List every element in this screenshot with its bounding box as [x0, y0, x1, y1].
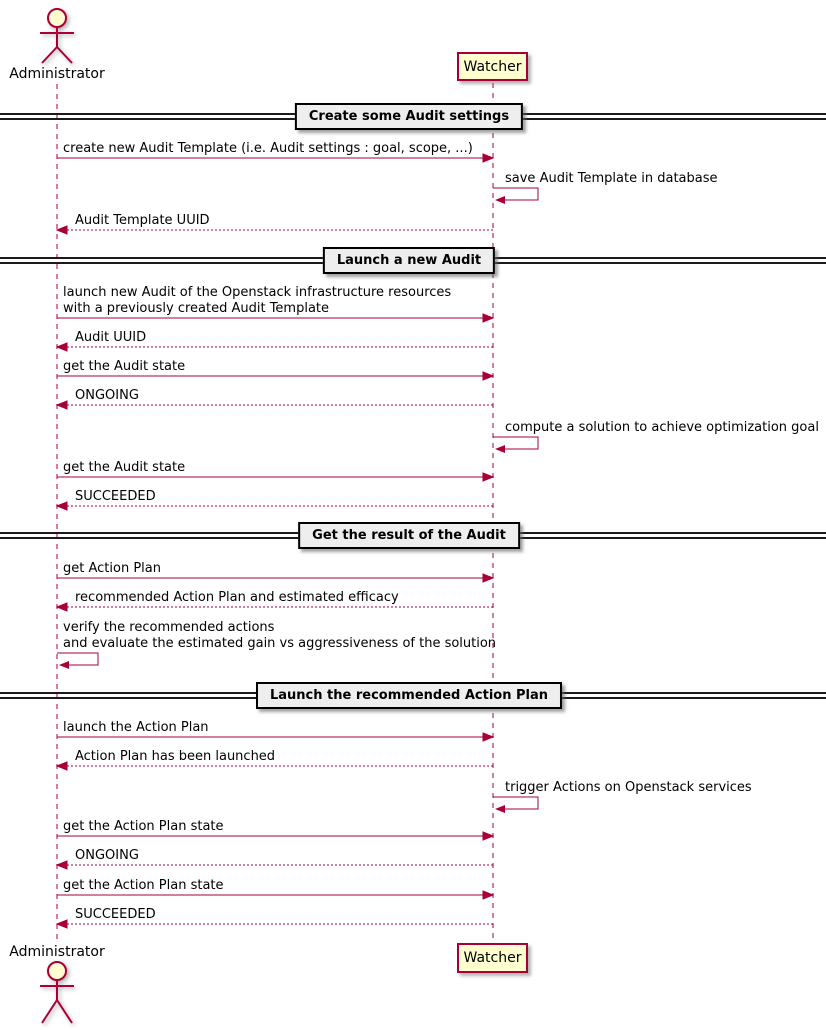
- divider-launch-new-audit: Launch a new Audit: [323, 247, 495, 274]
- message-label: get the Audit state: [63, 460, 186, 475]
- message-label: Audit Template UUID: [75, 213, 210, 228]
- message-line: verify the recommended actions: [63, 620, 275, 635]
- administrator-label-bottom: Administrator: [9, 944, 105, 960]
- message-label: get Action Plan: [63, 561, 161, 576]
- message-label: Action Plan has been launched: [75, 749, 276, 764]
- self-arrow: [493, 437, 538, 453]
- message-label: SUCCEEDED: [75, 489, 156, 504]
- message-label: compute a solution to achieve optimization goal: [505, 420, 819, 435]
- message-label: trigger Actions on Openstack services: [505, 780, 752, 795]
- message-label: recommended Action Plan and estimated efficacy: [75, 590, 399, 605]
- divider-lines: [0, 114, 826, 698]
- administrator-actor-figure-bottom: [40, 962, 74, 1023]
- message-label: launch the Action Plan: [63, 720, 209, 735]
- message-line: with a previously created Audit Template: [63, 301, 330, 316]
- self-arrow: [493, 797, 538, 813]
- divider-get-result: Get the result of the Audit: [298, 522, 520, 549]
- message-line: and evaluate the estimated gain vs aggressiveness of the solution: [63, 636, 497, 651]
- administrator-label-top: Administrator: [9, 66, 105, 82]
- message-label: get the Audit state: [63, 359, 186, 374]
- message-label: [63, 620, 496, 652]
- divider-launch-action-plan: Launch the recommended Action Plan: [256, 682, 562, 709]
- message-label: create new Audit Template (i.e. Audit settings : goal, scope, ...): [63, 141, 473, 156]
- divider-create-audit-settings: Create some Audit settings: [295, 103, 523, 130]
- watcher-participant-bottom: [457, 943, 528, 973]
- watcher-participant-top: [457, 52, 528, 81]
- message-line: launch new Audit of the Openstack infrastructure resources: [63, 285, 452, 300]
- message-label: SUCCEEDED: [75, 907, 156, 922]
- watcher-label-bottom: Watcher: [463, 950, 522, 966]
- message-label: save Audit Template in database: [505, 171, 718, 186]
- message-label: get the Action Plan state: [63, 878, 224, 893]
- message-label: ONGOING: [75, 848, 139, 863]
- administrator-actor-figure-top: [40, 9, 74, 63]
- message-label: [63, 285, 451, 317]
- watcher-label-top: Watcher: [463, 58, 522, 75]
- message-label: get the Action Plan state: [63, 819, 224, 834]
- self-arrow: [57, 653, 98, 669]
- message-label: Audit UUID: [75, 330, 147, 345]
- message-label: ONGOING: [75, 388, 139, 403]
- self-arrow: [493, 188, 538, 204]
